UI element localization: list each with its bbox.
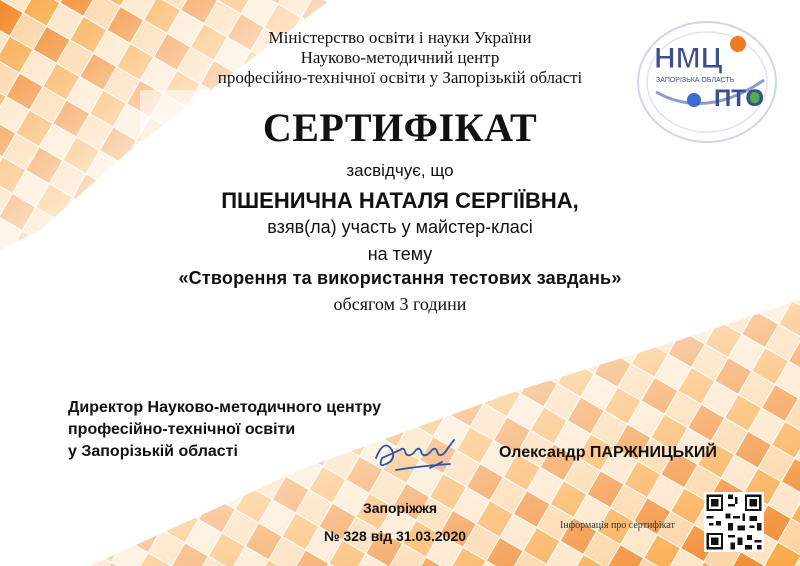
logo-top-text: НМЦ [654, 42, 723, 75]
header-line-center: Науково-методичний центр [300, 48, 500, 67]
logo-ring-text: ЗАПОРІЗЬКА ОБЛАСТЬ [656, 77, 735, 84]
position-line-3: у Запорізькій області [68, 443, 238, 460]
certificate-number: № 328 від 31.03.2020 [323, 528, 467, 544]
hours-volume: обсягом 3 години [333, 294, 467, 314]
handwritten-signature [370, 428, 465, 478]
logo-bottom-text: ПТО [714, 85, 764, 112]
header-line-region: професійно-технічної освіти у Запорізькій області [217, 68, 583, 87]
attests-text: засвідчує, що [346, 161, 454, 180]
qr-code-icon[interactable] [704, 492, 764, 552]
certificate-title: СЕРТИФІКАТ [262, 105, 538, 150]
position-line-1: Директор Науково-методичного центру [68, 399, 381, 416]
signatory-name: Олександр ПАРЖНИЦЬКИЙ [499, 444, 717, 461]
header-line-ministry: Міністерство освіти і науки України [268, 28, 532, 47]
recipient-name: ПШЕНИЧНА НАТАЛЯ СЕРГІЇВНА, [221, 188, 579, 213]
qr-caption: Інформація про сертифікат [560, 520, 675, 531]
position-line-2: професійно-технічної освіти [68, 421, 296, 438]
topic-title: «Створення та використання тестових завдань» [178, 268, 622, 288]
on-topic-label: на тему [367, 244, 433, 264]
participation-text: взяв(ла) участь у майстер-класі [267, 217, 533, 237]
issue-city: Запоріжжя [362, 500, 438, 516]
